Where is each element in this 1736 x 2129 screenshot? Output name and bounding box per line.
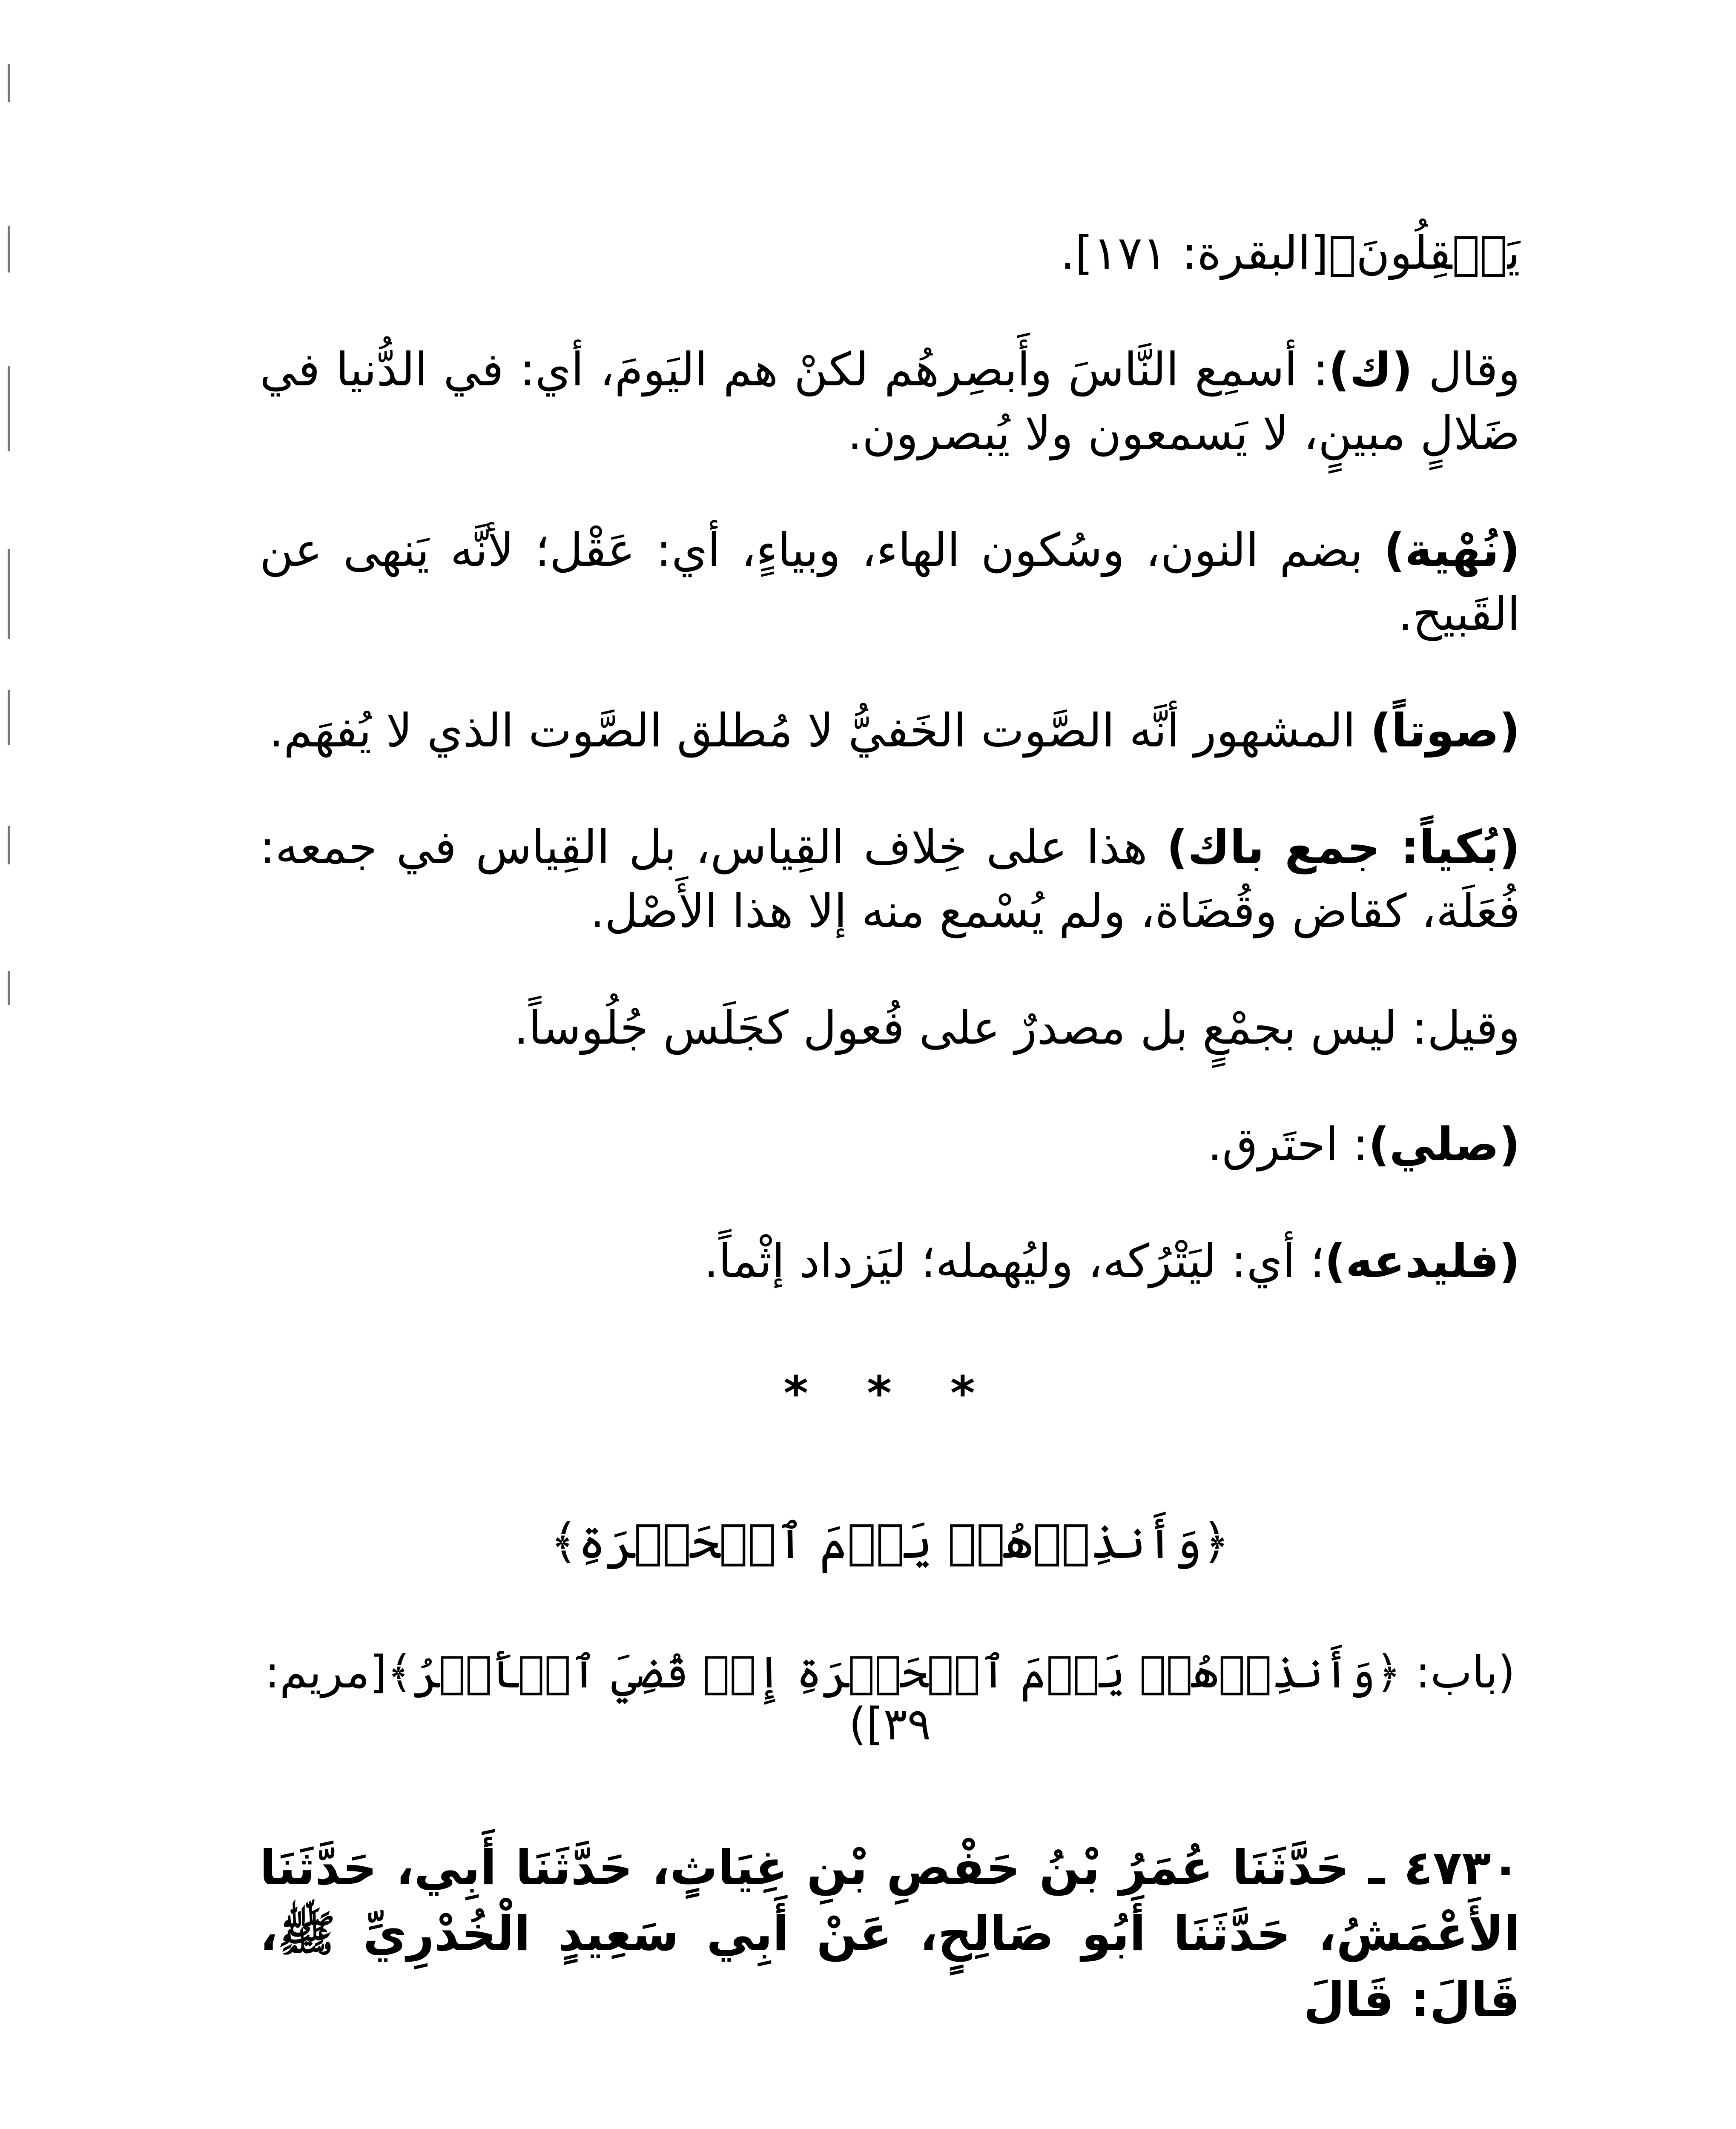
paragraph-text: وقيل: ليس بجمْعٍ بل مصدرٌ على فُعول كجَلَس جُلُوساً.	[514, 1001, 1520, 1055]
verse-ending-line	[260, 221, 1520, 285]
bab-reference: [مريم: ٣٩])	[264, 1646, 931, 1750]
glossed-term: (صلي)	[1368, 1118, 1520, 1171]
page-body	[260, 221, 1520, 2080]
scan-edge-mark	[8, 366, 10, 451]
paragraph-text: ؛ أي: ليَتْرُكه، وليُهمله؛ ليَزداد إثْماً.	[704, 1235, 1325, 1288]
scan-edge-mark	[8, 971, 10, 1005]
commentary-paragraph	[260, 519, 1520, 646]
scan-edge-mark	[8, 64, 10, 102]
commentary-paragraph	[260, 996, 1520, 1060]
paragraph-text: : أسمِع النَّاسَ وأَبصِرهُم لكنْ هم اليَومَ، أي: في الدُّنيا في ضَلالٍ مبينٍ، لا يَسمعون ولا يُبصرون.	[260, 343, 1520, 460]
hadith-text	[260, 1835, 1520, 2033]
verse-reference: [البقرة: ١٧١].	[1060, 227, 1329, 280]
chapter-title: ﴿وَأَنذِرۡهُمۡ يَوۡمَ ٱلۡحَسۡرَةِ﴾	[550, 1514, 1230, 1569]
glossed-term: (ك)	[1328, 343, 1413, 396]
paragraph-text: بضم النون، وسُكون الهاء، وبياءٍ، أي: عَقْل؛ لأنَّه يَنهى عن القَبيح.	[260, 524, 1520, 641]
commentary-paragraph	[260, 699, 1520, 763]
glossed-term: (نُهْية)	[1383, 524, 1520, 577]
bab-label: (باب:	[1401, 1646, 1515, 1698]
hadith-number: ٤٧٣٠	[1403, 1840, 1520, 1896]
paragraph-intro: وقال	[1412, 343, 1520, 396]
commentary-paragraph	[260, 1113, 1520, 1177]
scan-edge-mark	[8, 226, 10, 273]
scan-edge-mark	[8, 690, 10, 745]
bab-verse: ﴿وَأَنذِرۡهُمۡ يَوۡمَ ٱلۡحَسۡرَةِ إِذۡ قُضِيَ ٱلۡأَمۡرُ﴾	[387, 1646, 1402, 1698]
paragraph-text: هذا على خِلاف القِياس، بل القِياس في جمعه: فُعَلَة، كقاض وقُضَاة، ولم يُسْمع منه إلا هذا الأَصْل.	[260, 821, 1520, 938]
quran-verse-fragment: يَعۡقِلُونَ﴾	[1329, 227, 1520, 280]
hadith-chain: ـ حَدَّثَنَا عُمَرُ بْنُ حَفْصِ بْنِ غِيَاثٍ، حَدَّثَنَا أَبِي، حَدَّثَنَا الأَعْمَشُ، حَدَّثَنَا أَبُو صَالِحٍ، عَنْ أَبِي سَعِيدٍ الْخُدْرِيِّ ﷺ، قَالَ: قَالَ	[260, 1840, 1520, 2028]
scan-edge-mark	[8, 549, 10, 639]
section-separator: * * *	[783, 1366, 996, 1420]
commentary-paragraph	[260, 338, 1520, 466]
glossed-term: (صوتاً)	[1370, 704, 1520, 757]
paragraph-text: المشهور أنَّه الصَّوت الخَفيُّ لا مُطلق الصَّوت الذي لا يُفهَم.	[269, 704, 1371, 757]
bab-heading	[260, 1646, 1520, 1750]
commentary-paragraph	[260, 816, 1520, 944]
scan-edge-mark	[8, 826, 10, 864]
glossed-term: (بُكياً: جمع باك)	[1166, 821, 1520, 874]
commentary-paragraph	[260, 1230, 1520, 1294]
glossed-term: (فليدعه)	[1324, 1235, 1520, 1288]
paragraph-text: : احتَرق.	[1207, 1118, 1369, 1171]
